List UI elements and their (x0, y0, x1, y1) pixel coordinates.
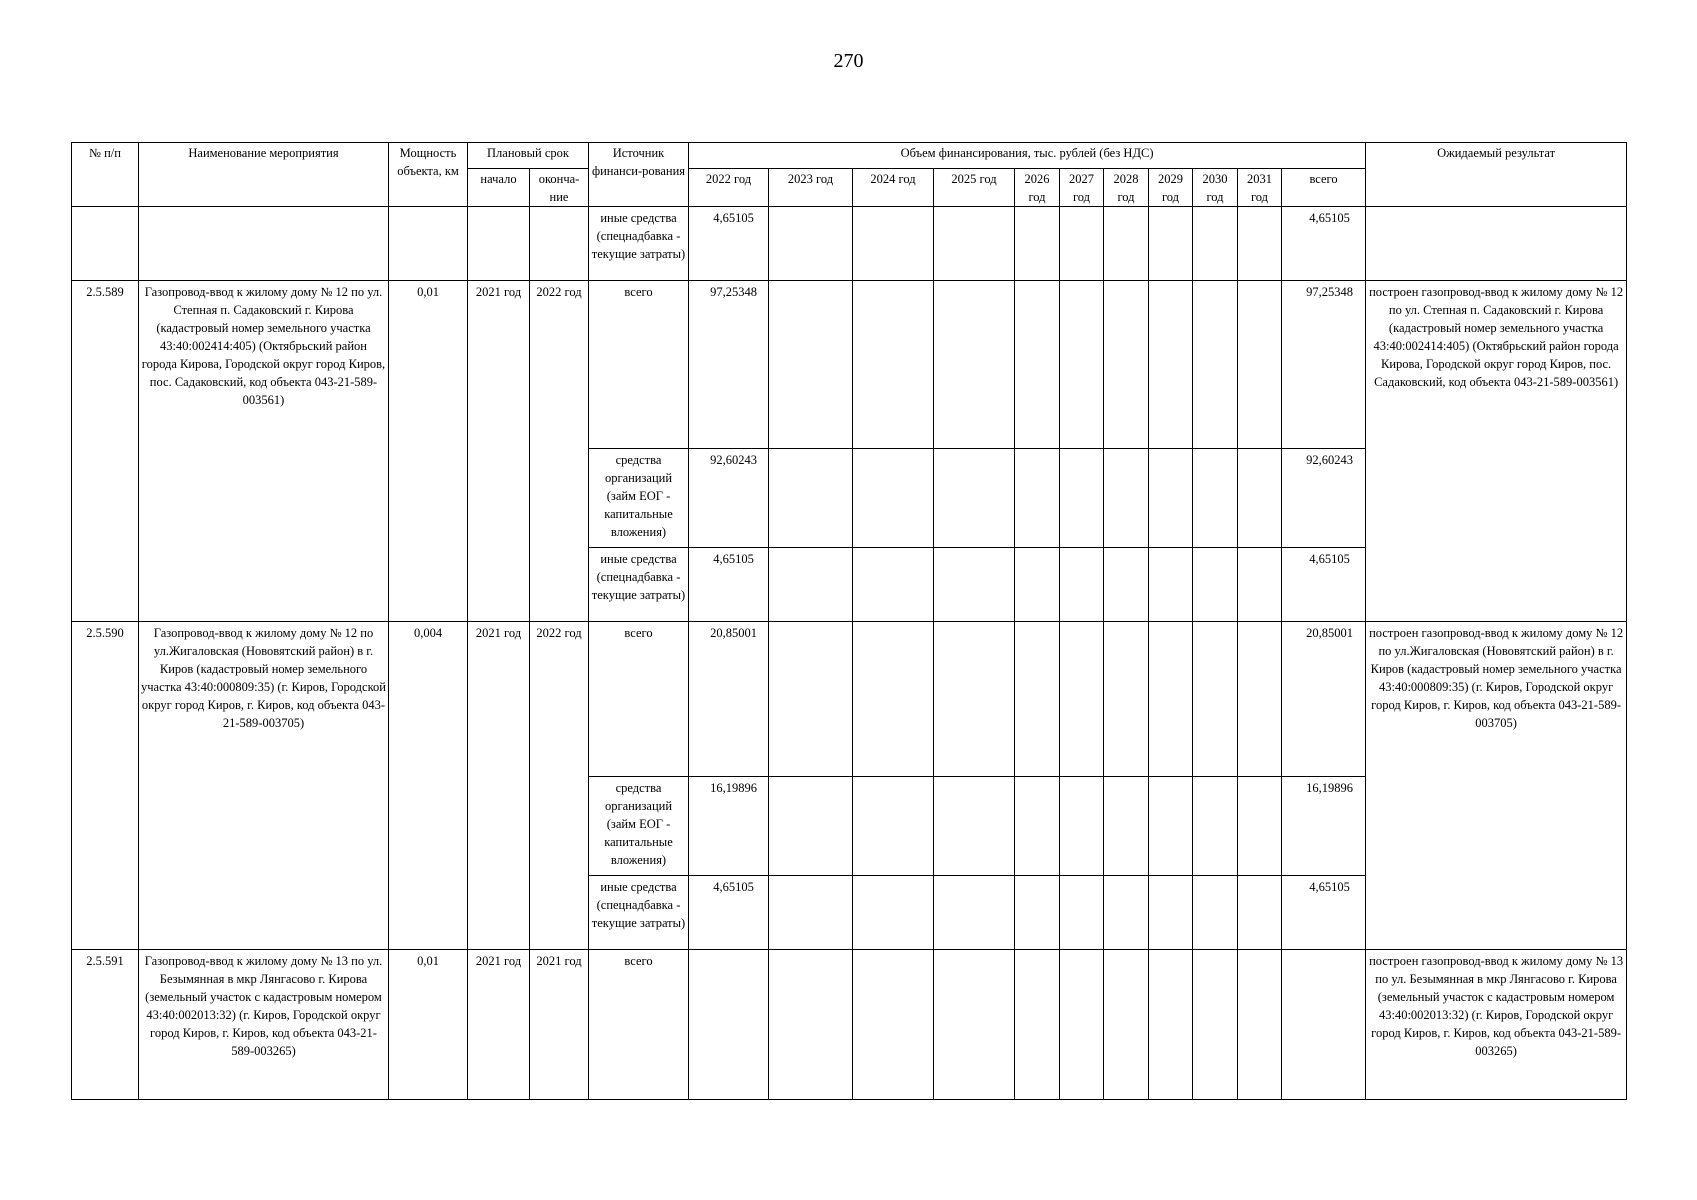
cell-2031 (1238, 777, 1282, 876)
cell-2023 (769, 777, 853, 876)
cell-source: всего (589, 281, 689, 449)
cell-total: 4,65105 (1282, 207, 1366, 281)
cell-2029 (1149, 281, 1193, 449)
cell-2023 (769, 281, 853, 449)
cell-2028 (1104, 281, 1149, 449)
cell-start: 2021 год (468, 281, 530, 622)
cell-source: средства организаций (займ ЕОГ - капитальные вложения) (589, 777, 689, 876)
cell-2022 (689, 950, 769, 1100)
table-row (72, 281, 1627, 449)
cell-2025 (934, 449, 1015, 548)
cell-total: 4,65105 (1282, 548, 1366, 622)
cell-num: 2.5.590 (72, 622, 139, 950)
cell-2022: 4,65105 (689, 548, 769, 622)
cell-2023 (769, 950, 853, 1100)
cell-2028 (1104, 876, 1149, 950)
cell-2031 (1238, 281, 1282, 449)
cell-name: Газопровод-ввод к жилому дому № 13 по ул. Безымянная в мкр Лянгасово г. Кирова (земельный участок с кадастровым номером 43:40:002013:32) (г. Киров, Городской округ город Киров, г. Киров, код объекта 043-21-589-003265) (139, 950, 389, 1100)
cell-2027 (1060, 281, 1104, 449)
cell-capacity (389, 207, 468, 281)
cell-2026 (1015, 777, 1060, 876)
cell-total: 92,60243 (1282, 449, 1366, 548)
cell-num: 2.5.591 (72, 950, 139, 1100)
cell-2023 (769, 876, 853, 950)
cell-source: иные средства (спецнадбавка - текущие затраты) (589, 876, 689, 950)
cell-2024 (853, 777, 934, 876)
cell-2024 (853, 548, 934, 622)
cell-total: 97,25348 (1282, 281, 1366, 449)
cell-result: построен газопровод-ввод к жилому дому № 12 по ул.Жигаловская (Нововятский район) в г. Киров (кадастровый номер земельного участка 43:40:000809:35) (г. Киров, Городской округ город Киров, г. Киров, код объекта 043-21-589-003705) (1366, 622, 1627, 950)
cell-2027 (1060, 777, 1104, 876)
cell-2030 (1193, 548, 1238, 622)
cell-capacity: 0,01 (389, 281, 468, 622)
cell-2030 (1193, 449, 1238, 548)
financing-table (71, 142, 1627, 1100)
cell-2029 (1149, 207, 1193, 281)
cell-2029 (1149, 950, 1193, 1100)
cell-2031 (1238, 876, 1282, 950)
header-year-2028: 2028 год (1104, 169, 1149, 207)
cell-2025 (934, 622, 1015, 777)
cell-result: построен газопровод-ввод к жилому дому № 12 по ул. Степная п. Садаковский г. Кирова (кадастровый номер земельного участка 43:40:002414:405) (Октябрьский район города Кирова, Городской округ город Киров, пос. Садаковский, код объекта 043-21-589-003561) (1366, 281, 1627, 622)
header-volume: Объем финансирования, тыс. рублей (без НДС) (689, 143, 1366, 169)
cell-capacity: 0,004 (389, 622, 468, 950)
cell-2024 (853, 876, 934, 950)
cell-2022: 4,65105 (689, 876, 769, 950)
cell-2026 (1015, 207, 1060, 281)
cell-2029 (1149, 548, 1193, 622)
cell-source: всего (589, 950, 689, 1100)
cell-2025 (934, 777, 1015, 876)
cell-total: 16,19896 (1282, 777, 1366, 876)
cell-2024 (853, 207, 934, 281)
cell-2024 (853, 950, 934, 1100)
cell-2030 (1193, 207, 1238, 281)
header-year-2023: 2023 год (769, 169, 853, 207)
table-row (72, 207, 1627, 281)
header-year-2029: 2029 год (1149, 169, 1193, 207)
cell-total: 20,85001 (1282, 622, 1366, 777)
cell-2022: 97,25348 (689, 281, 769, 449)
cell-2029 (1149, 449, 1193, 548)
header-year-2026: 2026 год (1015, 169, 1060, 207)
cell-start (468, 207, 530, 281)
header-year-2022: 2022 год (689, 169, 769, 207)
header-year-2031: 2031 год (1238, 169, 1282, 207)
cell-source: иные средства (спецнадбавка - текущие затраты) (589, 207, 689, 281)
cell-2028 (1104, 950, 1149, 1100)
cell-2029 (1149, 876, 1193, 950)
cell-2031 (1238, 207, 1282, 281)
cell-2024 (853, 449, 934, 548)
header-source: Источник финанси-рования (589, 143, 689, 207)
cell-2024 (853, 281, 934, 449)
cell-2030 (1193, 777, 1238, 876)
cell-2022: 20,85001 (689, 622, 769, 777)
header-term-start: начало (468, 169, 530, 207)
cell-2027 (1060, 548, 1104, 622)
header-year-2024: 2024 год (853, 169, 934, 207)
cell-2026 (1015, 548, 1060, 622)
cell-num: 2.5.589 (72, 281, 139, 622)
table-row (72, 950, 1627, 1100)
cell-2026 (1015, 449, 1060, 548)
cell-2031 (1238, 950, 1282, 1100)
cell-2026 (1015, 876, 1060, 950)
cell-2029 (1149, 622, 1193, 777)
cell-end (530, 207, 589, 281)
cell-2025 (934, 281, 1015, 449)
cell-2027 (1060, 876, 1104, 950)
cell-capacity: 0,01 (389, 950, 468, 1100)
cell-2023 (769, 622, 853, 777)
cell-2023 (769, 207, 853, 281)
cell-2027 (1060, 622, 1104, 777)
cell-2030 (1193, 281, 1238, 449)
header-year-2025: 2025 год (934, 169, 1015, 207)
cell-2027 (1060, 950, 1104, 1100)
cell-2028 (1104, 207, 1149, 281)
cell-total: 4,65105 (1282, 876, 1366, 950)
cell-start: 2021 год (468, 950, 530, 1100)
cell-2025 (934, 207, 1015, 281)
cell-2025 (934, 876, 1015, 950)
cell-2022: 92,60243 (689, 449, 769, 548)
cell-source: иные средства (спецнадбавка - текущие затраты) (589, 548, 689, 622)
cell-2023 (769, 449, 853, 548)
cell-start: 2021 год (468, 622, 530, 950)
cell-2029 (1149, 777, 1193, 876)
header-num: № п/п (72, 143, 139, 207)
cell-2022: 16,19896 (689, 777, 769, 876)
header-year-2030: 2030 год (1193, 169, 1238, 207)
cell-2028 (1104, 622, 1149, 777)
cell-num (72, 207, 139, 281)
cell-2025 (934, 950, 1015, 1100)
cell-2026 (1015, 281, 1060, 449)
cell-name: Газопровод-ввод к жилому дому № 12 по ул. Степная п. Садаковский г. Кирова (кадастровый номер земельного участка 43:40:002414:405) (Октябрьский район города Кирова, Городской округ город Киров, пос. Садаковский, код объекта 043-21-589-003561) (139, 281, 389, 622)
cell-source: всего (589, 622, 689, 777)
cell-name: Газопровод-ввод к жилому дому № 12 по ул.Жигаловская (Нововятский район) в г. Киров (кадастровый номер земельного участка 43:40:000809:35) (г. Киров, Городской округ город Киров, г. Киров, код объекта 043-21-589-003705) (139, 622, 389, 950)
cell-end: 2022 год (530, 281, 589, 622)
cell-2031 (1238, 449, 1282, 548)
cell-2023 (769, 548, 853, 622)
page-number: 270 (833, 50, 864, 72)
cell-result (1366, 207, 1627, 281)
cell-2025 (934, 548, 1015, 622)
cell-end: 2022 год (530, 622, 589, 950)
cell-2031 (1238, 548, 1282, 622)
cell-2022: 4,65105 (689, 207, 769, 281)
cell-result: построен газопровод-ввод к жилому дому № 13 по ул. Безымянная в мкр Лянгасово г. Кирова (земельный участок с кадастровым номером 43:40:002013:32) (г. Киров, Городской округ город Киров, г. Киров, код объекта 043-21-589-003265) (1366, 950, 1627, 1100)
cell-2027 (1060, 449, 1104, 548)
header-term-end: оконча-ние (530, 169, 589, 207)
cell-2028 (1104, 777, 1149, 876)
cell-2028 (1104, 449, 1149, 548)
cell-2027 (1060, 207, 1104, 281)
cell-total (1282, 950, 1366, 1100)
header-row-top (72, 143, 1627, 169)
cell-2026 (1015, 950, 1060, 1100)
cell-2028 (1104, 548, 1149, 622)
cell-2026 (1015, 622, 1060, 777)
cell-2024 (853, 622, 934, 777)
cell-2030 (1193, 950, 1238, 1100)
header-year-2027: 2027 год (1060, 169, 1104, 207)
header-result: Ожидаемый результат (1366, 143, 1627, 207)
cell-end: 2021 год (530, 950, 589, 1100)
cell-2030 (1193, 622, 1238, 777)
cell-name (139, 207, 389, 281)
table-row (72, 622, 1627, 777)
cell-source: средства организаций (займ ЕОГ - капитальные вложения) (589, 449, 689, 548)
cell-2030 (1193, 876, 1238, 950)
header-term: Плановый срок (468, 143, 589, 169)
header-total: всего (1282, 169, 1366, 207)
cell-2031 (1238, 622, 1282, 777)
header-name: Наименование мероприятия (139, 143, 389, 207)
header-capacity: Мощность объекта, км (389, 143, 468, 207)
